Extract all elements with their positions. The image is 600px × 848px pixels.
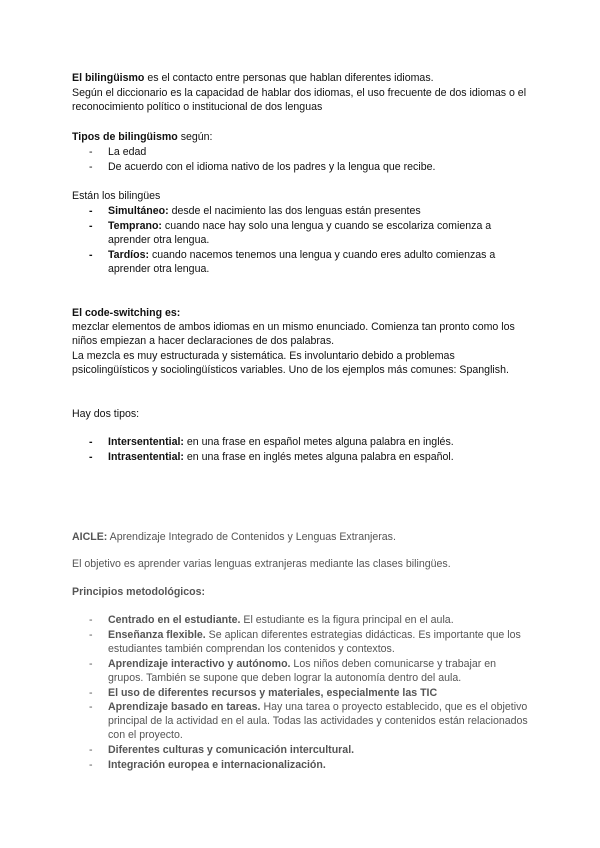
list-item: La edad (108, 146, 147, 158)
bilinguismo-dictionary: Según el diccionario es la capacidad de hablar dos idiomas, el uso frecuente de dos idiomas o el reconocimiento político o institucional de dos lenguas (72, 87, 527, 113)
tipos-heading: Tipos de bilingüismo según: (72, 131, 213, 143)
aicle-definition: AICLE: Aprendizaje Integrado de Contenidos y Lenguas Extranjeras. (72, 531, 396, 543)
list-dash: - (89, 629, 93, 641)
principios-heading: Principios metodológicos: (72, 586, 206, 598)
list-item: Tardíos: cuando nacemos tenemos una lengua y cuando eres adulto comienzas a aprender otra lengua. (108, 249, 496, 275)
list-item: El uso de diferentes recursos y materiales, especialmente las TIC (108, 687, 438, 699)
list-dash: - (89, 701, 93, 713)
list-dash: - (89, 205, 93, 217)
list-item: Aprendizaje interactivo y autónomo. Los niños deben comunicarse y trabajar en grupos. También se supone que deben lograr la autonomía dentro del aula. (108, 658, 497, 684)
list-dash: - (89, 451, 93, 463)
list-dash: - (89, 249, 93, 261)
bilinguismo-definition: El bilingüismo es el contacto entre personas que hablan diferentes idiomas. (72, 72, 434, 84)
list-dash: - (89, 146, 93, 158)
list-dash: - (89, 687, 93, 699)
list-dash: - (89, 220, 93, 232)
list-dash: - (89, 658, 93, 670)
list-item: Enseñanza flexible. Se aplican diferentes estrategias didácticas. Es importante que los estudiantes también comprendan los contenidos y contextos. (108, 629, 521, 655)
aicle-objective: El objetivo es aprender varias lenguas extranjeras mediante las clases bilingües. (72, 558, 451, 570)
list-dash: - (89, 614, 93, 626)
estan-intro: Están los bilingües (72, 190, 161, 202)
list-item: De acuerdo con el idioma nativo de los padres y la lengua que recibe. (108, 161, 436, 173)
list-item: Intrasentential: en una frase en inglés metes alguna palabra en español. (108, 451, 454, 463)
list-item: Simultáneo: desde el nacimiento las dos lenguas están presentes (108, 205, 421, 217)
list-item: Integración europea e internacionalización. (108, 759, 326, 771)
codeswitching-p2: La mezcla es muy estructurada y sistemática. Es involuntario debido a problemas psicolingüísticos y sociolingüísticos variables. Uno de los ejemplos más comunes: Spanglish. (72, 350, 509, 376)
codeswitching-heading: El code-switching es: (72, 307, 181, 319)
codeswitching-p1: mezclar elementos de ambos idiomas en un mismo enunciado. Comienza tan pronto como los niños empiezan a hacer declaraciones de dos palabras. (72, 321, 515, 347)
list-item: Intersentential: en una frase en español metes alguna palabra en inglés. (108, 436, 454, 448)
list-dash: - (89, 744, 93, 756)
list-dash: - (89, 436, 93, 448)
list-item: Diferentes culturas y comunicación intercultural. (108, 744, 355, 756)
list-dash: - (89, 759, 93, 771)
list-item: Aprendizaje basado en tareas. Hay una tarea o proyecto establecido, que es el objetivo principal de la actividad en el aula. Todas las actividades y contenidos están relacionados con el proyecto. (108, 701, 528, 741)
list-item: Centrado en el estudiante. El estudiante es la figura principal en el aula. (108, 614, 454, 626)
list-item: Temprano: cuando nace hay solo una lengua y cuando se escolariza comienza a aprender otra lengua. (108, 220, 492, 246)
list-dash: - (89, 161, 93, 173)
codeswitching-types-intro: Hay dos tipos: (72, 408, 140, 420)
